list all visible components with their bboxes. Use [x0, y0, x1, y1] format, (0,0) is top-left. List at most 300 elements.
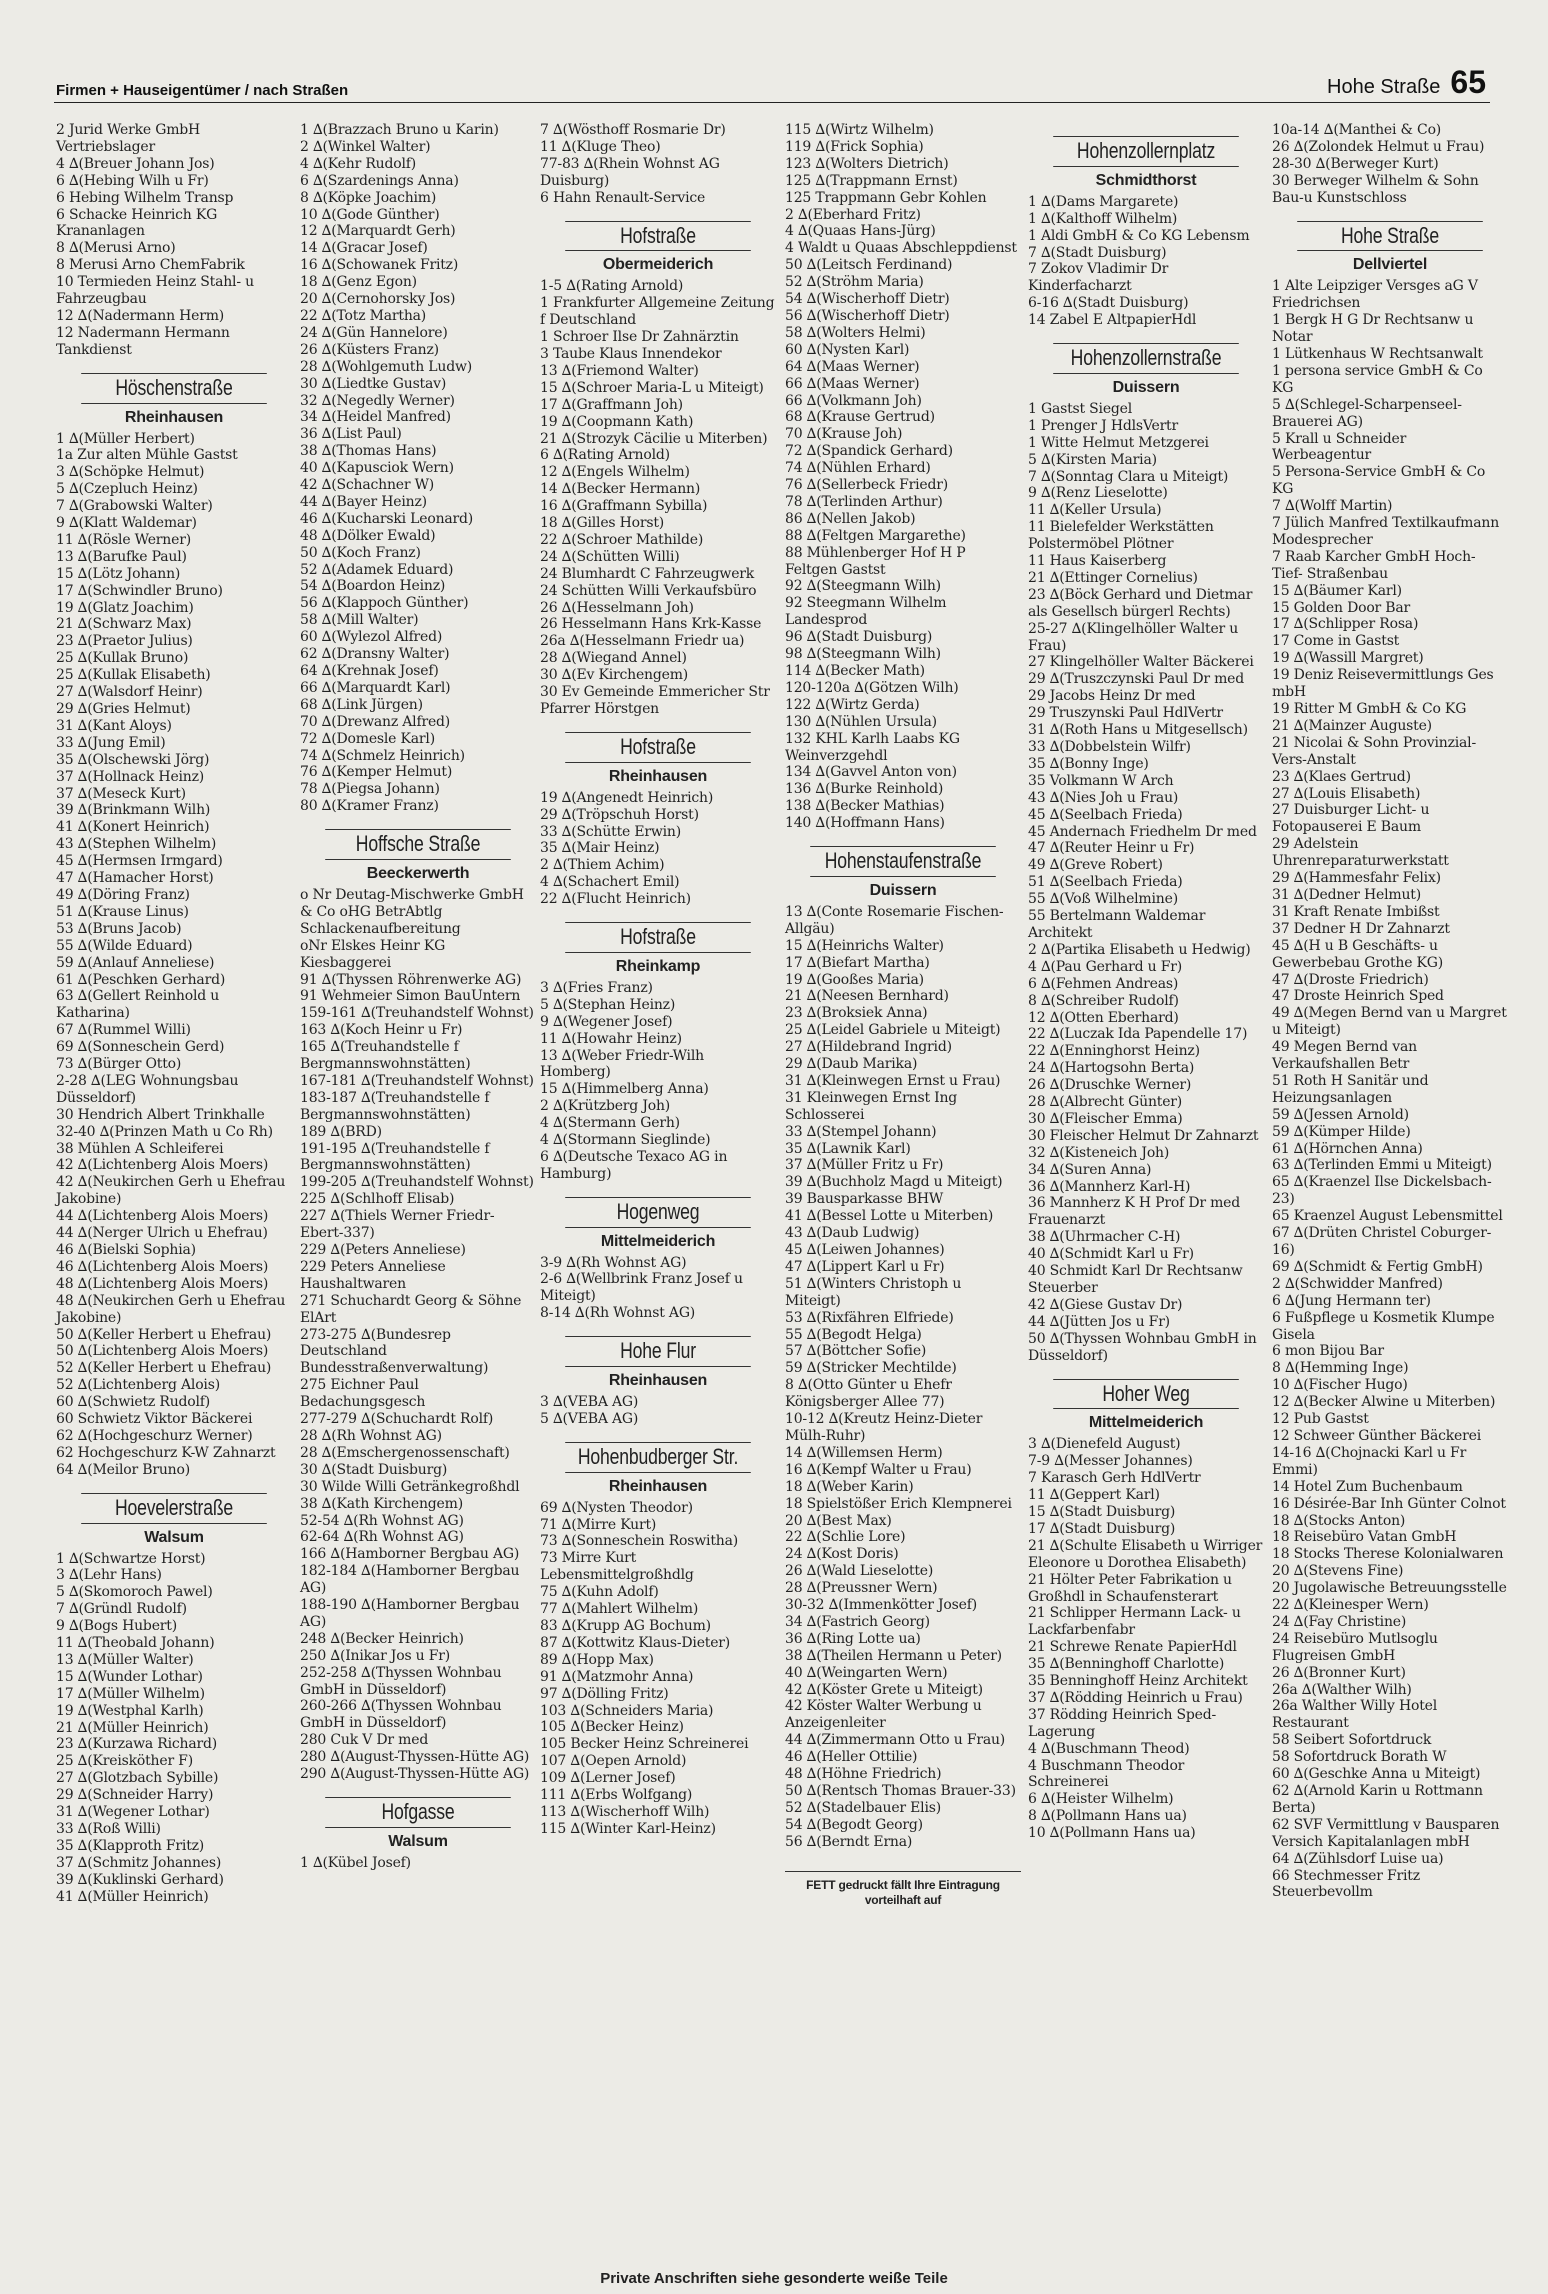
directory-entry: 2-28 ∆(LEG Wohnungsbau Düsseldorf) — [56, 1072, 239, 1106]
directory-entry: 33 ∆(Dobbelstein Wilfr) — [1028, 739, 1191, 755]
directory-entry: 31 Kraft Renate Imbißst — [1272, 903, 1440, 920]
directory-entry: 91 Wehmeier Simon BauUntern — [300, 988, 521, 1005]
directory-entry: 22 ∆(Schroer Mathilde) — [540, 531, 704, 548]
directory-entry: 76 ∆(Kemper Helmut) — [300, 764, 453, 781]
directory-entry: 24 ∆(Fay Christine) — [1272, 1613, 1407, 1630]
directory-entry: 6 ∆(Deutsche Texaco AG in Hamburg) — [540, 1148, 728, 1182]
directory-entry: 25 ∆(Kullak Bruno) — [56, 650, 189, 667]
directory-entry: 40 ∆(Weingarten Wern) — [785, 1664, 948, 1681]
directory-entry: 1 Gastst Siegel — [1028, 400, 1133, 417]
directory-entry: 66 ∆(Marquardt Karl) — [300, 679, 451, 696]
directory-entry: 49 ∆(Megen Bernd van u Margret u Miteigt) — [1272, 1005, 1507, 1039]
directory-entry: 35 Volkmann W Arch — [1028, 772, 1174, 789]
directory-entry: 27 Klingelhöller Walter Bäckerei — [1028, 654, 1254, 671]
directory-entry: 29 ∆(Daub Marika) — [785, 1056, 918, 1073]
page-footer: Private Anschriften siehe gesonderte weiße Teile — [600, 2270, 948, 2287]
directory-entry: 103 ∆(Schneiders Maria) — [540, 1702, 714, 1719]
directory-entry: 21 Nicolai & Sohn Provinzial-Vers-Anstalt — [1272, 734, 1476, 768]
directory-entry: 4 Buschmann Theodor Schreinerei — [1028, 1757, 1185, 1791]
column-4 — [785, 122, 1021, 1908]
directory-entry: 42 Köster Walter Werbung u Anzeigenleiter — [785, 1698, 982, 1732]
directory-entry: 15 ∆(Lötz Johann) — [56, 565, 181, 582]
directory-entry: 55 ∆(Begodt Helga) — [785, 1326, 922, 1343]
directory-entry: 80 ∆(Kramer Franz) — [300, 798, 439, 815]
street-heading: Hoffsche Straße — [325, 829, 511, 860]
directory-entry: 21 Hölter Peter Fabrikation u Großhdl in Schaufensterart — [1028, 1571, 1232, 1605]
directory-entry: 30 Ev Gemeinde Emmericher Str Pfarrer Hörstgen — [540, 684, 770, 717]
directory-entry: 6-16 ∆(Stadt Duisburg) — [1028, 295, 1189, 312]
directory-entry: 54 ∆(Boardon Heinz) — [300, 578, 446, 595]
directory-entry: 30 Hendrich Albert Trinkhalle — [56, 1106, 265, 1123]
directory-entry: 70 ∆(Drewanz Alfred) — [300, 713, 451, 730]
directory-entry: 13 ∆(Weber Friedr-Wilh Homberg) — [540, 1047, 704, 1081]
directory-entry: 1 ∆(Müller Herbert) — [56, 430, 195, 447]
directory-entry: 29 ∆(Hammesfahr Felix) — [1272, 870, 1441, 887]
directory-entry: 47 ∆(Reuter Heinr u Fr) — [1028, 840, 1195, 857]
directory-entry: 35 ∆(Klapproth Fritz) — [56, 1837, 205, 1854]
directory-entry: 17 ∆(Müller Wilhelm) — [56, 1685, 205, 1702]
directory-entry: 39 ∆(Brinkmann Wilh) — [56, 802, 211, 819]
directory-entry: 2 ∆(Winkel Walter) — [300, 138, 431, 155]
column-2 — [300, 122, 536, 1872]
directory-entry: 8 ∆(Hemming Inge) — [1272, 1360, 1409, 1377]
directory-entry: 64 ∆(Meilor Bruno) — [56, 1461, 190, 1478]
directory-entry: 15 Golden Door Bar — [1272, 599, 1411, 616]
directory-entry: 28 ∆(Emschergenossenschaft) — [300, 1444, 510, 1461]
directory-entry: 10a-14 ∆(Manthei & Co) — [1272, 122, 1442, 138]
directory-entry: 16 ∆(Graffmann Sybilla) — [540, 498, 708, 515]
directory-entry: oNr Elskes Heinr KG Kiesbaggerei — [300, 937, 446, 971]
directory-entry: 21 ∆(Neesen Bernhard) — [785, 988, 949, 1005]
directory-entry: 38 ∆(Kath Kirchengem) — [300, 1495, 463, 1512]
directory-entry: 74 ∆(Nühlen Erhard) — [785, 460, 931, 477]
directory-entry: 48 ∆(Neukirchen Gerh u Ehefrau Jakobine) — [56, 1292, 286, 1326]
directory-entry: 248 ∆(Becker Heinrich) — [300, 1630, 464, 1647]
directory-entry: 40 ∆(Kapusciok Wern) — [300, 460, 454, 477]
directory-entry: 1 Schroer Ilse Dr Zahnärztin — [540, 329, 739, 346]
directory-entry: 26a ∆(Walther Wilh) — [1272, 1681, 1412, 1698]
directory-entry: 6 Hebing Wilhelm Transp — [56, 189, 234, 206]
directory-entry: o Nr Deutag-Mischwerke GmbH & Co oHG BetrAbtlg Schlackenaufbereitung — [300, 886, 524, 937]
directory-entry: 64 ∆(Maas Werner) — [785, 358, 920, 375]
directory-entry: 3 ∆(Fries Franz) — [540, 979, 653, 996]
district-heading: Rheinhausen — [608, 1477, 708, 1495]
directory-entry: 29 ∆(Gries Helmut) — [56, 701, 191, 717]
directory-entry: 13 ∆(Conte Rosemarie Fischen-Allgäu) — [785, 903, 1004, 937]
directory-entry: 41 ∆(Bessel Lotte u Miterben) — [785, 1208, 994, 1225]
directory-entry: 12 ∆(Becker Alwine u Miterben) — [1272, 1394, 1496, 1411]
directory-entry: 41 ∆(Müller Heinrich) — [56, 1888, 209, 1905]
directory-entry: 167-181 ∆(Treuhandstelf Wohnst) — [300, 1072, 534, 1089]
directory-entry: 27 ∆(Walsdorf Heinr) — [56, 684, 203, 701]
district-heading: Dellviertel — [1352, 256, 1428, 274]
directory-entry: 21 Schlipper Hermann Lack- u Lackfarbenfabr — [1028, 1605, 1241, 1639]
directory-entry: 1 Lütkenhaus W Rechtsanwalt — [1272, 345, 1483, 362]
directory-entry: 29 ∆(Schneider Harry) — [56, 1787, 214, 1804]
directory-entry: 22 ∆(Flucht Heinrich) — [540, 891, 691, 908]
directory-entry: 66 ∆(Maas Werner) — [785, 375, 920, 392]
directory-entry: 109 ∆(Lerner Josef) — [540, 1770, 676, 1787]
directory-entry: 34 ∆(Heidel Manfred) — [300, 409, 451, 426]
directory-entry: 20 Jugolawische Betreuungsstelle — [1272, 1580, 1507, 1597]
directory-entry: 37 ∆(Schmitz Johannes) — [56, 1854, 222, 1871]
directory-entry: 11 ∆(Howahr Heinz) — [540, 1030, 682, 1047]
directory-entry: 42 ∆(Schachner W) — [300, 477, 435, 494]
directory-entry: 4 Waldt u Quaas Abschleppdienst — [785, 240, 1017, 257]
directory-entry: 290 ∆(August-Thyssen-Hütte AG) — [300, 1766, 530, 1783]
directory-entry: 59 ∆(Jessen Arnold) — [1272, 1106, 1409, 1123]
directory-entry: 37 Rödding Heinrich Sped-Lagerung — [1028, 1706, 1217, 1740]
directory-entry: 2-6 ∆(Wellbrink Franz Josef u Miteigt) — [540, 1271, 743, 1305]
directory-entry: 88 ∆(Feltgen Margarethe) — [785, 527, 966, 544]
directory-entry: 5 Persona-Service GmbH & Co KG — [1272, 464, 1486, 498]
directory-entry: 21 ∆(Ettinger Cornelius) — [1028, 569, 1198, 586]
directory-entry: 4 ∆(Quaas Hans-Jürg) — [785, 223, 936, 240]
directory-entry: 9 ∆(Renz Lieselotte) — [1028, 485, 1168, 502]
directory-entry: 12 ∆(Marquardt Gerh) — [300, 223, 456, 240]
directory-entry: 52-54 ∆(Rh Wohnst AG) — [300, 1512, 464, 1529]
directory-entry: 3 ∆(Dienefeld August) — [1028, 1436, 1181, 1453]
directory-entry: 15 ∆(Wunder Lothar) — [56, 1668, 203, 1685]
directory-entry: 19 ∆(Angenedt Heinrich) — [540, 789, 714, 806]
directory-entry: 6 ∆(Fehmen Andreas) — [1028, 975, 1179, 992]
directory-entry: 29 ∆(Tröpschuh Horst) — [540, 806, 699, 823]
directory-entry: 30-32 ∆(Immenkötter Josef) — [785, 1597, 977, 1614]
directory-entry: 11 ∆(Keller Ursula) — [1028, 502, 1162, 519]
directory-entry: 56 ∆(Klappoch Günther) — [300, 595, 469, 612]
directory-entry: 5 Krall u Schneider Werbeagentur — [1272, 430, 1407, 464]
directory-entry: 59 ∆(Stricker Mechtilde) — [785, 1360, 957, 1377]
directory-entry: 73 ∆(Bürger Otto) — [56, 1056, 182, 1073]
directory-entry: 12 Schweer Günther Bäckerei — [1272, 1427, 1481, 1444]
directory-entry: 30 ∆(Liedtke Gustav) — [300, 375, 447, 392]
directory-entry: 69 ∆(Schmidt & Fertig GmbH) — [1272, 1258, 1483, 1275]
directory-entry: 3 ∆(VEBA AG) — [540, 1394, 639, 1410]
directory-entry: 64 ∆(Zühlsdorf Luise ua) — [1272, 1850, 1444, 1867]
district-heading: Rheinhausen — [608, 767, 708, 785]
directory-entry: 115 ∆(Wirtz Wilhelm) — [785, 122, 934, 138]
street-heading: Hohenzollernplatz — [1053, 136, 1239, 167]
directory-entry: 13 ∆(Müller Walter) — [56, 1651, 194, 1668]
directory-entry: 45 ∆(H u B Geschäfts- u Gewerbebau Grothe KG) — [1272, 937, 1444, 971]
directory-entry: 47 ∆(Lippert Karl u Fr) — [785, 1258, 945, 1275]
directory-entry: 26 ∆(Hesselmann Joh) — [540, 599, 694, 616]
directory-entry: 35 ∆(Olschewski Jörg) — [56, 751, 210, 768]
directory-entry: 89 ∆(Hopp Max) — [540, 1651, 654, 1668]
directory-entry: 27 ∆(Glotzbach Sybille) — [56, 1770, 219, 1787]
directory-entry: 69 ∆(Nysten Theodor) — [540, 1499, 693, 1516]
directory-entry: 51 ∆(Seelbach Frieda) — [1028, 874, 1183, 891]
directory-entry: 62 ∆(Arnold Karin u Rottmann Berta) — [1272, 1783, 1483, 1816]
directory-entry: 26a ∆(Hesselmann Friedr ua) — [540, 633, 745, 650]
directory-entry: 58 Sofortdruck Borath W — [1272, 1749, 1447, 1766]
directory-entry: 18 ∆(Gilles Horst) — [540, 515, 665, 532]
directory-entry: 24 Blumhardt C Fahrzeugwerk — [540, 565, 755, 582]
directory-entry: 34 ∆(Suren Anna) — [1028, 1161, 1152, 1178]
directory-entry: 62-64 ∆(Rh Wohnst AG) — [300, 1529, 464, 1546]
directory-entry: 6 ∆(Heister Wilhelm) — [1028, 1791, 1174, 1808]
directory-entry: 24 Schütten Willi Verkaufsbüro — [540, 582, 757, 599]
directory-entry: 23 ∆(Praetor Julius) — [56, 633, 193, 650]
directory-entry: 45 ∆(Hermsen Irmgard) — [56, 853, 223, 870]
directory-entry: 2 ∆(Krützberg Joh) — [540, 1098, 671, 1115]
directory-entry: 1 Frankfurter Allgemeine Zeitung f Deutschland — [540, 295, 775, 329]
directory-entry: 21 ∆(Schwarz Max) — [56, 616, 192, 633]
directory-entry: 33 ∆(Schütte Erwin) — [540, 823, 682, 840]
directory-entry: 51 Roth H Sanitär und Heizungsanlagen — [1272, 1072, 1429, 1106]
directory-entry: 260-266 ∆(Thyssen Wohnbau GmbH in Düsseldorf) — [300, 1698, 502, 1732]
district-heading: Schmidthorst — [1095, 171, 1197, 189]
directory-entry: 1a Zur alten Mühle Gastst — [56, 447, 238, 464]
directory-entry: 15 ∆(Bäumer Karl) — [1272, 582, 1402, 599]
directory-entry: 86 ∆(Nellen Jakob) — [785, 510, 916, 527]
directory-entry: 3 Taube Klaus Innendekor — [540, 345, 722, 362]
directory-entry: 24 ∆(Kost Doris) — [785, 1546, 899, 1563]
directory-entry: 50 ∆(Leitsch Ferdinand) — [785, 257, 953, 274]
directory-entry: 17 ∆(Biefart Martha) — [785, 954, 930, 971]
street-heading: Höschenstraße — [81, 373, 267, 404]
directory-entry: 18 ∆(Genz Egon) — [300, 274, 417, 291]
column-5 — [1028, 122, 1264, 1842]
directory-entry: 271 Schuchardt Georg & Söhne ElArt — [300, 1292, 522, 1326]
street-heading: Hofstraße — [565, 922, 751, 953]
directory-entry: 61 ∆(Hörnchen Anna) — [1272, 1140, 1423, 1157]
directory-entry: 49 ∆(Greve Robert) — [1028, 857, 1163, 874]
directory-entry: 6 ∆(Rating Arnold) — [540, 447, 670, 464]
directory-entry: 18 ∆(Stocks Anton) — [1272, 1512, 1406, 1529]
directory-entry: 7 Zokov Vladimir Dr Kinderfacharzt — [1028, 261, 1169, 295]
directory-entry: 21 ∆(Schulte Elisabeth u Wirriger Eleonore u Dorothea Elisabeth) — [1028, 1537, 1263, 1571]
directory-entry: 75 ∆(Kuhn Adolf) — [540, 1584, 659, 1601]
directory-entry: 24 ∆(Schütten Willi) — [540, 548, 680, 565]
directory-entry: 46 ∆(Heller Ottilie) — [785, 1749, 918, 1766]
directory-entry: 26 Hesselmann Hans Krk-Kasse — [540, 616, 762, 633]
header-rule — [54, 102, 1490, 103]
directory-entry: 30 ∆(Stadt Duisburg) — [300, 1461, 448, 1478]
directory-entry: 53 ∆(Bruns Jacob) — [56, 920, 182, 937]
directory-entry: 3 ∆(Schöpke Helmut) — [56, 464, 205, 481]
directory-entry: 10-12 ∆(Kreutz Heinz-Dieter Mülh-Ruhr) — [785, 1411, 983, 1444]
directory-entry: 37 ∆(Müller Fritz u Fr) — [785, 1157, 944, 1174]
page-number: 65 — [1450, 64, 1486, 100]
directory-entry: 43 ∆(Stephen Wilhelm) — [56, 836, 217, 853]
directory-entry: 30 Berweger Wilhelm & Sohn Bau-u Kunstschloss — [1272, 172, 1479, 206]
directory-entry: 5 ∆(Schlegel-Scharpenseel-Brauerei AG) — [1272, 396, 1462, 430]
directory-entry: 36 ∆(Mannherz Karl-H) — [1028, 1178, 1191, 1195]
directory-entry: 62 SVF Vermittlung v Bausparen Versich Kapitalanlagen mbH — [1272, 1816, 1500, 1850]
directory-entry: 55 ∆(Wilde Eduard) — [56, 937, 193, 954]
directory-entry: 130 ∆(Nühlen Ursula) — [785, 713, 937, 730]
directory-entry: 16 Désirée-Bar Inh Günter Colnot — [1272, 1495, 1506, 1512]
directory-entry: 66 Stechmesser Fritz Steuerbevollm — [1272, 1867, 1420, 1901]
column-1 — [56, 122, 292, 1906]
directory-entry: 38 Mühlen A Schleiferei — [56, 1140, 224, 1157]
directory-entry: 189 ∆(BRD) — [300, 1123, 382, 1140]
directory-entry: 48 ∆(Lichtenberg Alois Moers) — [56, 1275, 269, 1292]
directory-entry: 70 ∆(Krause Joh) — [785, 426, 903, 443]
directory-entry: 7 ∆(Grabowski Walter) — [56, 498, 213, 515]
directory-entry: 12 Nadermann Hermann Tankdienst — [56, 324, 230, 358]
district-heading: Rheinkamp — [615, 957, 701, 975]
directory-entry: 47 Droste Heinrich Sped — [1272, 988, 1444, 1005]
directory-entry: 17 Come in Gastst — [1272, 633, 1400, 650]
directory-entry: 55 Bertelmann Waldemar Architekt — [1028, 908, 1206, 941]
directory-entry: 134 ∆(Gavvel Anton von) — [785, 764, 957, 781]
directory-entry: 72 ∆(Domesle Karl) — [300, 730, 435, 747]
directory-entry: 280 Cuk V Dr med — [300, 1732, 429, 1749]
directory-entry: 37 Dedner H Dr Zahnarzt — [1272, 920, 1450, 937]
directory-entry: 44 ∆(Zimmermann Otto u Frau) — [785, 1732, 1006, 1749]
directory-entry: 43 ∆(Nies Joh u Frau) — [1028, 789, 1179, 806]
directory-entry: 24 ∆(Gün Hannelore) — [300, 324, 448, 341]
directory-entry: 64 ∆(Krehnak Josef) — [300, 663, 439, 679]
district-heading: Mittelmeiderich — [1088, 1414, 1204, 1432]
directory-entry: 11 ∆(Theobald Johann) — [56, 1635, 215, 1652]
directory-entry: 7 ∆(Gründl Rudolf) — [56, 1601, 187, 1618]
directory-entry: 74 ∆(Schmelz Heinrich) — [300, 747, 465, 764]
directory-entry: 58 Seibert Sofortdruck — [1272, 1732, 1432, 1749]
directory-entry: 53 ∆(Rixfähren Elfriede) — [785, 1309, 954, 1326]
directory-entry: 19 ∆(Glatz Joachim) — [56, 599, 194, 616]
directory-entry: 52 ∆(Keller Herbert u Ehefrau) — [56, 1360, 272, 1377]
directory-entry: 1 Alte Leipziger Versges aG V Friedrichsen — [1272, 278, 1478, 312]
directory-entry: 48 ∆(Dölker Ewald) — [300, 527, 436, 544]
directory-entry: 14 Zabel E AltpapierHdl — [1028, 312, 1197, 329]
directory-entry: 38 ∆(Thomas Hans) — [300, 443, 437, 460]
directory-entry: 111 ∆(Erbs Wolfgang) — [540, 1787, 693, 1804]
directory-entry: 21 ∆(Strozyk Cäcilie u Miterben) — [540, 430, 768, 447]
directory-entry: 18 Stocks Therese Kolonialwaren — [1272, 1546, 1504, 1563]
directory-entry: 31 ∆(Wegener Lothar) — [56, 1804, 210, 1821]
directory-entry: 7 ∆(Sonntag Clara u Miteigt) — [1028, 468, 1229, 485]
directory-entry: 38 ∆(Theilen Hermann u Peter) — [785, 1647, 1002, 1664]
directory-entry: 17 ∆(Stadt Duisburg) — [1028, 1520, 1176, 1537]
street-heading: Hohe Flur — [565, 1336, 751, 1367]
directory-entry: 30 ∆(Fleischer Emma) — [1028, 1110, 1183, 1127]
directory-entry: 21 Schrewe Renate PapierHdl — [1028, 1639, 1237, 1656]
directory-entry: 32-40 ∆(Prinzen Math u Co Rh) — [56, 1123, 273, 1140]
directory-entry: 43 ∆(Daub Ludwig) — [785, 1225, 920, 1242]
directory-entry: 91 ∆(Thyssen Röhrenwerke AG) — [300, 971, 522, 988]
district-heading: Walsum — [388, 1832, 448, 1850]
directory-entry: 7 Raab Karcher GmbH Hoch- Tief- Straßenbau — [1272, 548, 1476, 582]
directory-entry: 6 ∆(Jung Hermann ter) — [1272, 1292, 1431, 1309]
directory-entry: 113 ∆(Wischerhoff Wilh) — [540, 1803, 710, 1820]
directory-entry: 191-195 ∆(Treuhandstelle f Bergmannswohnstätten) — [300, 1140, 490, 1174]
directory-entry: 44 ∆(Jütten Jos u Fr) — [1028, 1313, 1170, 1330]
directory-entry: 44 ∆(Bayer Heinz) — [300, 493, 427, 510]
directory-entry: 18 ∆(Weber Karin) — [785, 1478, 914, 1495]
directory-entry: 6 ∆(Szardenings Anna) — [300, 172, 459, 189]
directory-entry: 13 ∆(Barufke Paul) — [56, 548, 187, 565]
directory-entry: 19 ∆(Westphal Karlh) — [56, 1702, 204, 1719]
directory-entry: 17 ∆(Schlipper Rosa) — [1272, 616, 1419, 633]
directory-entry: 277-279 ∆(Schuchardt Rolf) — [300, 1411, 494, 1428]
directory-entry: 58 ∆(Mill Walter) — [300, 612, 419, 629]
street-heading: Hofstraße — [565, 732, 751, 763]
street-heading: Hoevelerstraße — [81, 1493, 267, 1524]
directory-entry: 280 ∆(August-Thyssen-Hütte AG) — [300, 1749, 530, 1766]
directory-entry: 132 KHL Karlh Laabs KG Weinverzgehdl — [785, 730, 960, 764]
directory-entry: 7-9 ∆(Messer Johannes) — [1028, 1453, 1193, 1470]
directory-entry: 10 ∆(Fischer Hugo) — [1272, 1377, 1408, 1394]
directory-entry: 17 ∆(Graffmann Joh) — [540, 396, 683, 413]
directory-entry: 125 Trappmann Gebr Kohlen — [785, 189, 987, 206]
directory-entry: 88 Mühlenberger Hof H P Feltgen Gastst — [785, 544, 966, 578]
directory-entry: 32 ∆(Negedly Werner) — [300, 392, 455, 409]
directory-entry: 23 ∆(Klaes Gertrud) — [1272, 768, 1411, 785]
directory-entry: 35 ∆(Bonny Inge) — [1028, 755, 1149, 772]
directory-entry: 31 Kleinwegen Ernst Ing Schlosserei — [785, 1089, 958, 1123]
directory-entry: 12 ∆(Engels Wilhelm) — [540, 464, 690, 481]
directory-entry: 2 ∆(Partika Elisabeth u Hedwig) — [1028, 941, 1251, 958]
directory-entry: 105 Becker Heinz Schreinerei — [540, 1736, 749, 1753]
directory-entry: 60 ∆(Geschke Anna u Miteigt) — [1272, 1766, 1481, 1783]
promo-note: FETT gedruckt fällt Ihre Eintragung vorteilhaft auf — [785, 1871, 1021, 1908]
directory-entry: 119 ∆(Frick Sophia) — [785, 138, 924, 155]
directory-entry: 40 Schmidt Karl Dr Rechtsanw Steuerber — [1028, 1263, 1243, 1296]
directory-entry: 1 Prenger J HdlsVertr — [1028, 417, 1178, 434]
directory-entry: 27 Duisburger Licht- u Fotopauserei E Baum — [1272, 802, 1430, 836]
directory-entry: 46 ∆(Lichtenberg Alois Moers) — [56, 1258, 269, 1275]
district-heading: Walsum — [144, 1528, 204, 1546]
directory-entry: 2 ∆(Schwidder Manfred) — [1272, 1275, 1443, 1292]
directory-entry: 72 ∆(Spandick Gerhard) — [785, 443, 953, 460]
directory-entry: 92 Steegmann Wilhelm Landesprod — [785, 595, 947, 629]
directory-entry: 63 ∆(Terlinden Emmi u Miteigt) — [1272, 1157, 1492, 1174]
directory-entry: 29 ∆(Truszczynski Paul Dr med — [1028, 671, 1245, 688]
directory-entry: 10 ∆(Gode Günther) — [300, 206, 440, 223]
directory-entry: 7 ∆(Wösthoff Rosmarie Dr) — [540, 122, 726, 138]
directory-entry: 48 ∆(Höhne Friedrich) — [785, 1766, 942, 1783]
directory-entry: 44 ∆(Lichtenberg Alois Moers) — [56, 1208, 269, 1225]
directory-entry: 83 ∆(Krupp AG Bochum) — [540, 1617, 711, 1634]
directory-entry: 69 ∆(Sonneschein Gerd) — [56, 1039, 225, 1056]
directory-entry: 29 Adelstein Uhrenreparaturwerkstatt — [1272, 836, 1449, 870]
directory-entry: 49 ∆(Döring Franz) — [56, 886, 190, 903]
directory-entry: 23 ∆(Kurzawa Richard) — [56, 1736, 218, 1753]
directory-entry: 87 ∆(Kottwitz Klaus-Dieter) — [540, 1634, 731, 1651]
directory-entry: 39 ∆(Kuklinski Gerhard) — [56, 1871, 224, 1888]
directory-entry: 188-190 ∆(Hamborner Bergbau AG) — [300, 1597, 520, 1630]
directory-entry: 1 ∆(Brazzach Bruno u Karin) — [300, 122, 499, 138]
directory-entry: 125 ∆(Trappmann Ernst) — [785, 172, 958, 189]
directory-entry: 19 Ritter M GmbH & Co KG — [1272, 701, 1467, 717]
directory-entry: 31 ∆(Kleinwegen Ernst u Frau) — [785, 1072, 1001, 1089]
directory-entry: 36 ∆(List Paul) — [300, 426, 402, 443]
directory-entry: 6 ∆(Hebing Wilh u Fr) — [56, 172, 209, 189]
directory-entry: 37 ∆(Meseck Kurt) — [56, 785, 186, 802]
directory-entry: 62 Hochgeschurz K-W Zahnarzt — [56, 1444, 276, 1461]
directory-entry: 19 Deniz Reisevermittlungs Ges mbH — [1272, 667, 1494, 701]
directory-entry: 17 ∆(Schwindler Bruno) — [56, 582, 223, 599]
directory-entry: 52 ∆(Ströhm Maria) — [785, 274, 924, 291]
directory-entry: 26 ∆(Küsters Franz) — [300, 341, 439, 358]
street-heading: Hogenweg — [565, 1197, 751, 1228]
directory-entry: 14-16 ∆(Chojnacki Karl u Fr Emmi) — [1272, 1444, 1467, 1478]
directory-entry: 41 ∆(Konert Heinrich) — [56, 819, 210, 836]
directory-entry: 65 ∆(Kraenzel Ilse Dickelsbach-23) — [1272, 1174, 1492, 1208]
directory-entry: 36 Mannherz K H Prof Dr med Frauenarzt — [1028, 1195, 1241, 1229]
directory-entry: 29 Jacobs Heinz Dr med — [1028, 688, 1196, 705]
street-heading: Hofstraße — [565, 221, 751, 252]
directory-entry: 11 ∆(Rösle Werner) — [56, 531, 191, 548]
directory-entry: 55 ∆(Voß Wilhelmine) — [1028, 891, 1178, 908]
directory-entry: 63 ∆(Gellert Reinhold u Katharina) — [56, 988, 220, 1022]
directory-entry: 22 ∆(Luczak Ida Papendelle 17) — [1028, 1026, 1248, 1043]
directory-entry: 25 ∆(Leidel Gabriele u Miteigt) — [785, 1022, 1001, 1039]
directory-entry: 1 ∆(Schwartze Horst) — [56, 1550, 206, 1567]
